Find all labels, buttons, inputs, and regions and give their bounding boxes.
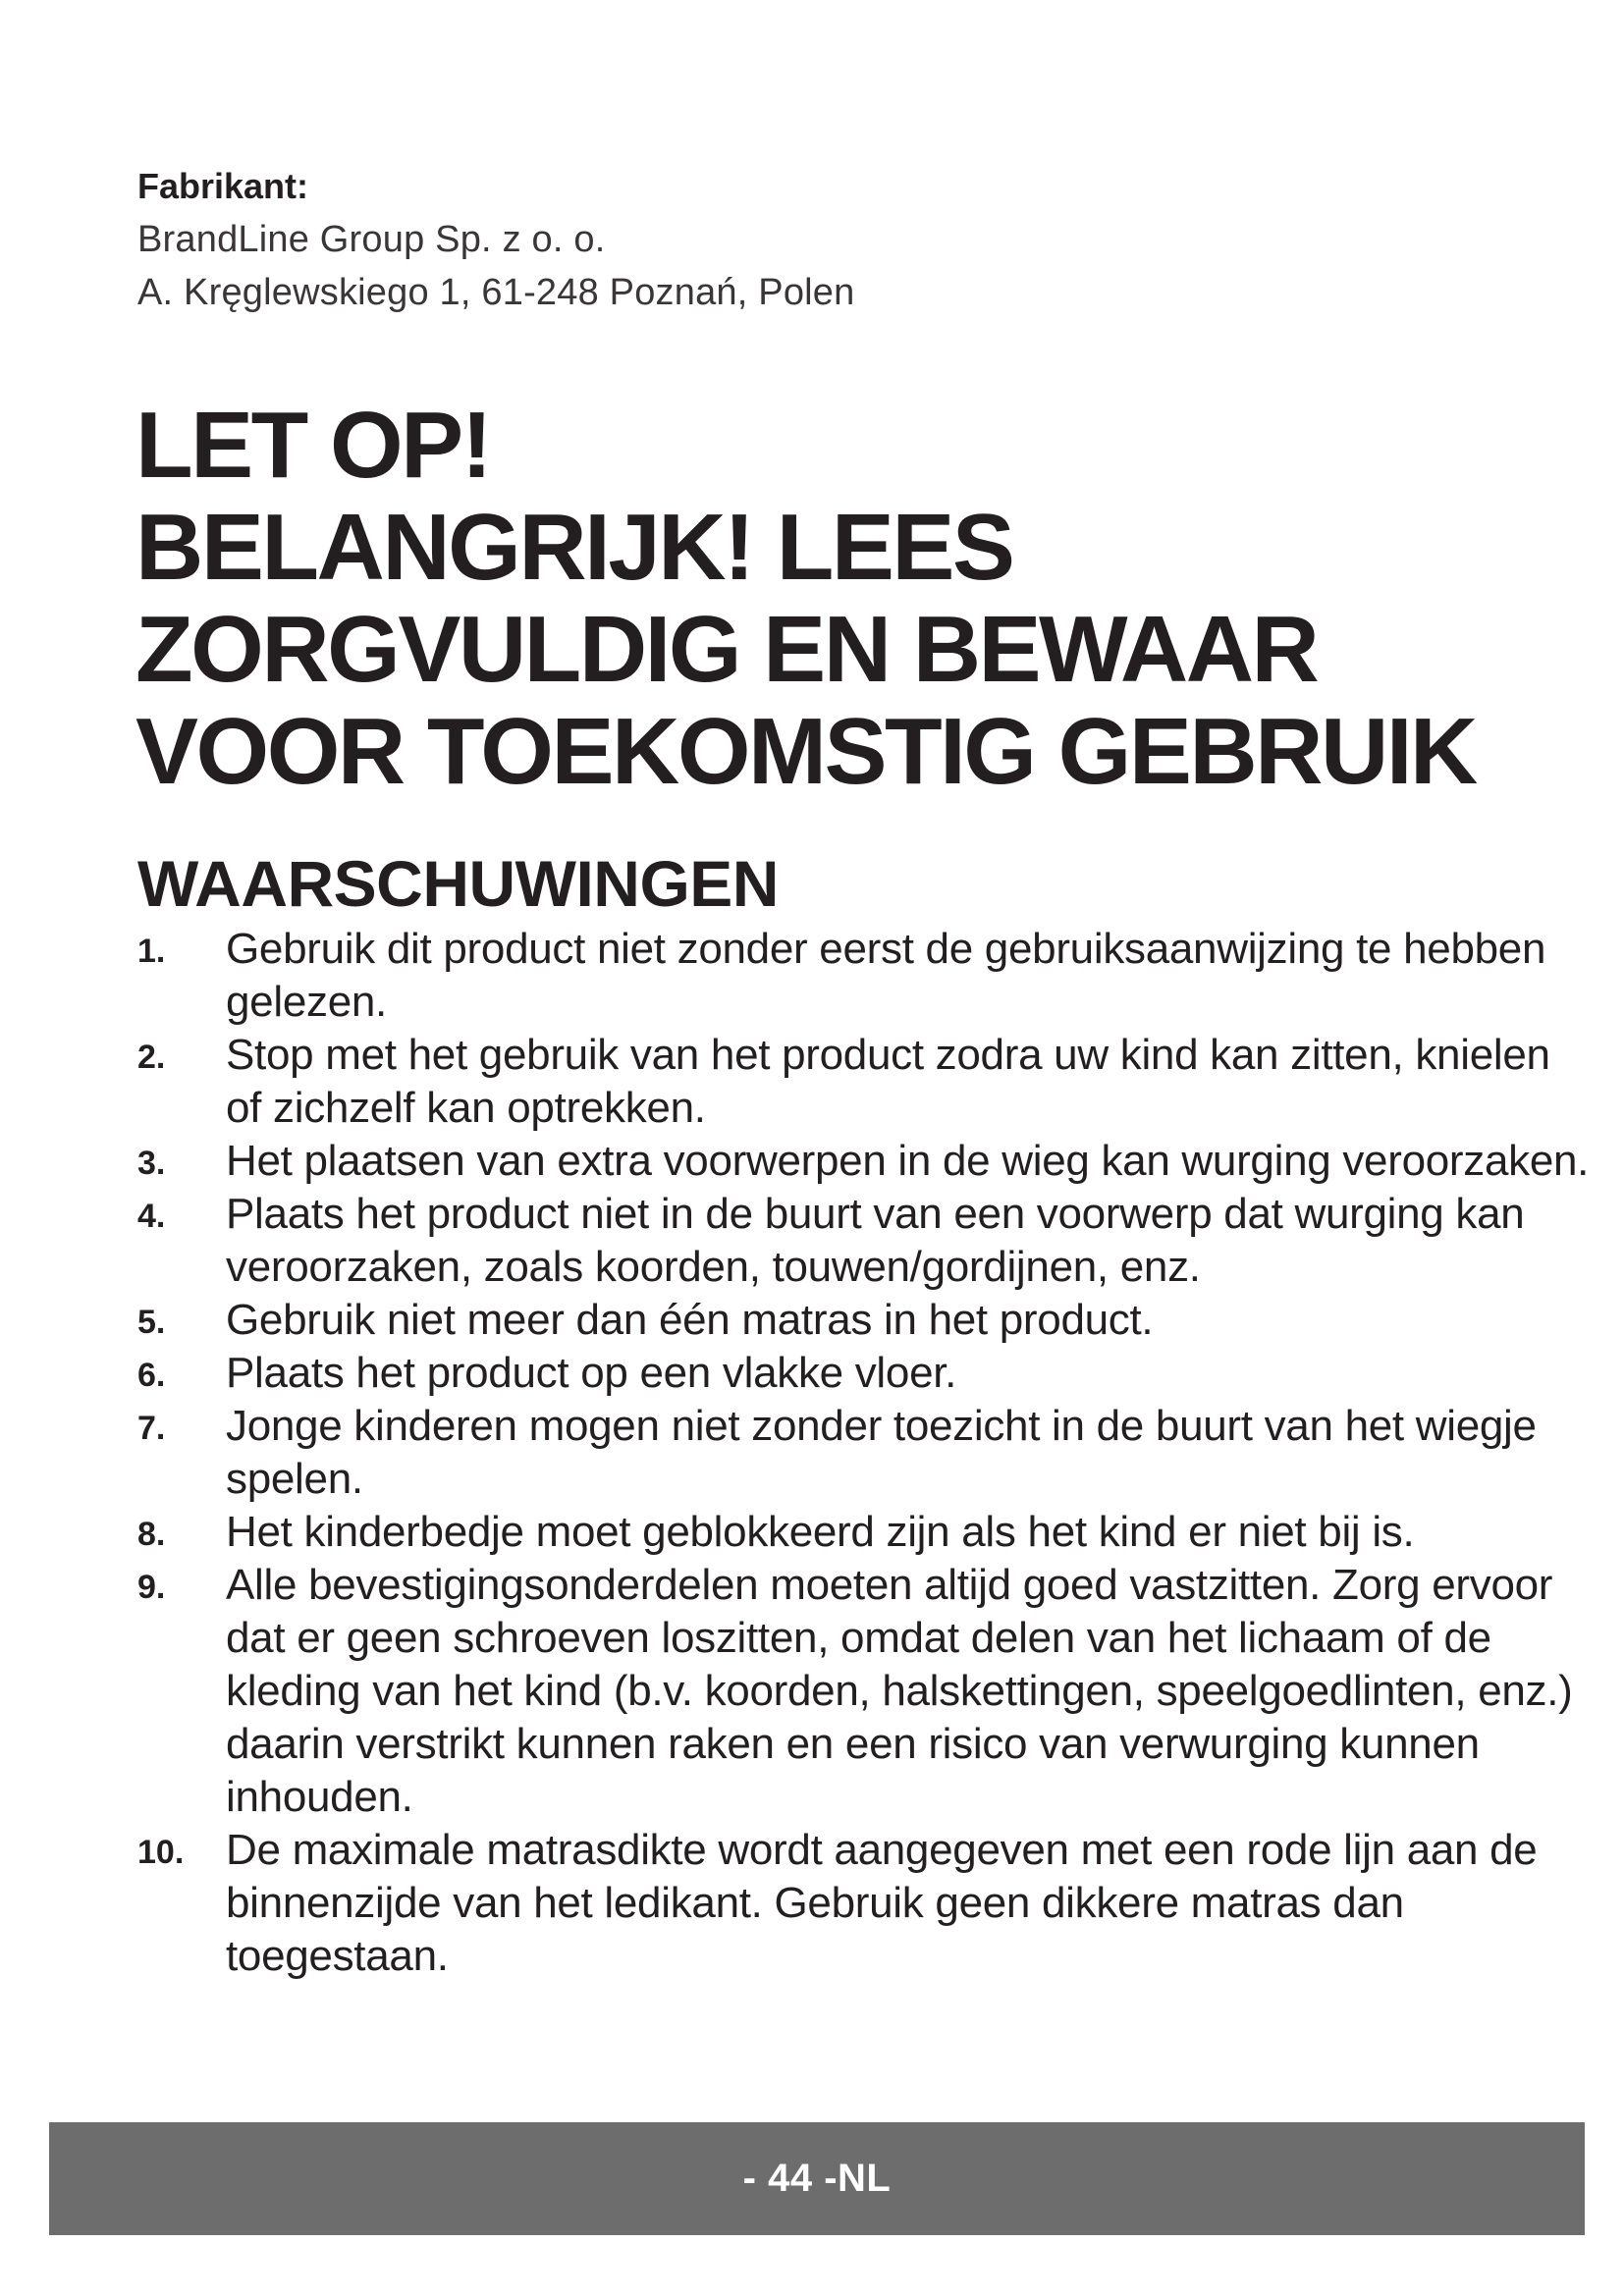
- warning-text: Gebruik dit product niet zonder eerst de gebruiksaanwijzing te hebben gelezen.: [226, 925, 1546, 1026]
- warning-item-6: [137, 1347, 1591, 1400]
- warning-text: Het kinderbedje moet geblokkeerd zijn als het kind er niet bij is.: [226, 1508, 1415, 1556]
- warning-text: Stop met het gebruik van het product zodra uw kind kan zitten, knielen of zichzelf kan optrekken.: [226, 1031, 1550, 1132]
- warning-number: 8.: [137, 1516, 166, 1553]
- manufacturer-address: A. Kręglewskiego 1, 61-248 Poznań, Polen: [137, 272, 855, 313]
- warning-item-7: [137, 1400, 1591, 1506]
- warnings-list: [137, 923, 1591, 1983]
- warning-number: 10.: [137, 1834, 185, 1871]
- warning-number: 4.: [137, 1198, 166, 1235]
- page-title: [135, 395, 1569, 803]
- warning-item-3: [137, 1135, 1591, 1188]
- page-number: - 44 -NL: [742, 2157, 892, 2200]
- warning-number: 2.: [137, 1039, 166, 1076]
- warning-number: 6.: [137, 1357, 166, 1394]
- warning-number: 3.: [137, 1145, 166, 1182]
- manufacturer-block: [137, 162, 1512, 319]
- manufacturer-label: Fabrikant:: [137, 166, 309, 206]
- warning-text: Plaats het product niet in de buurt van een voorwerp dat wurging kan veroorzaken, zoals koorden, touwen/gordijnen, enz.: [226, 1190, 1525, 1291]
- warning-text: De maximale matrasdikte wordt aangegeven met een rode lijn aan de binnenzijde van het ledikant. Gebruik geen dikkere matras dan toegestaan.: [226, 1826, 1538, 1980]
- title-line-2: BELANGRIJK! LEES: [135, 495, 1013, 600]
- warning-text: Gebruik niet meer dan één matras in het product.: [226, 1296, 1154, 1344]
- warning-text: Jonge kinderen mogen niet zonder toezicht in de buurt van het wiegje spelen.: [226, 1402, 1537, 1503]
- warning-text: Plaats het product op een vlakke vloer.: [226, 1349, 957, 1397]
- page-footer-bar: [49, 2122, 1585, 2235]
- title-line-4: VOOR TOEKOMSTIG GEBRUIK: [135, 699, 1476, 804]
- warnings-heading: WAARSCHUWINGEN: [137, 847, 779, 920]
- title-line-1: LET OP!: [135, 393, 491, 498]
- warning-item-9: [137, 1559, 1591, 1824]
- warning-item-10: [137, 1824, 1591, 1983]
- title-line-3: ZORGVULDIG EN BEWAAR: [135, 597, 1318, 702]
- manufacturer-company: BrandLine Group Sp. z o. o.: [137, 219, 606, 260]
- warning-text: Het plaatsen van extra voorwerpen in de wieg kan wurging veroorzaken.: [226, 1137, 1590, 1185]
- warning-item-8: [137, 1506, 1591, 1559]
- warning-item-1: [137, 923, 1591, 1029]
- warning-text: Alle bevestigingsonderdelen moeten altijd goed vastzitten. Zorg ervoor dat er geen schroeven loszitten, omdat delen van het lichaam of de kleding van het kind (b.v. koorden, halskettingen, speelgoedlinten, enz.) daarin verstrikt kunnen raken en een risico van verwurging kunnen inhouden.: [226, 1561, 1573, 1821]
- warning-number: 5.: [137, 1304, 166, 1341]
- warning-item-5: [137, 1294, 1591, 1347]
- warning-number: 9.: [137, 1569, 166, 1606]
- warning-number: 1.: [137, 933, 166, 970]
- warning-item-4: [137, 1188, 1591, 1294]
- warning-number: 7.: [137, 1410, 166, 1447]
- warning-item-2: [137, 1029, 1591, 1135]
